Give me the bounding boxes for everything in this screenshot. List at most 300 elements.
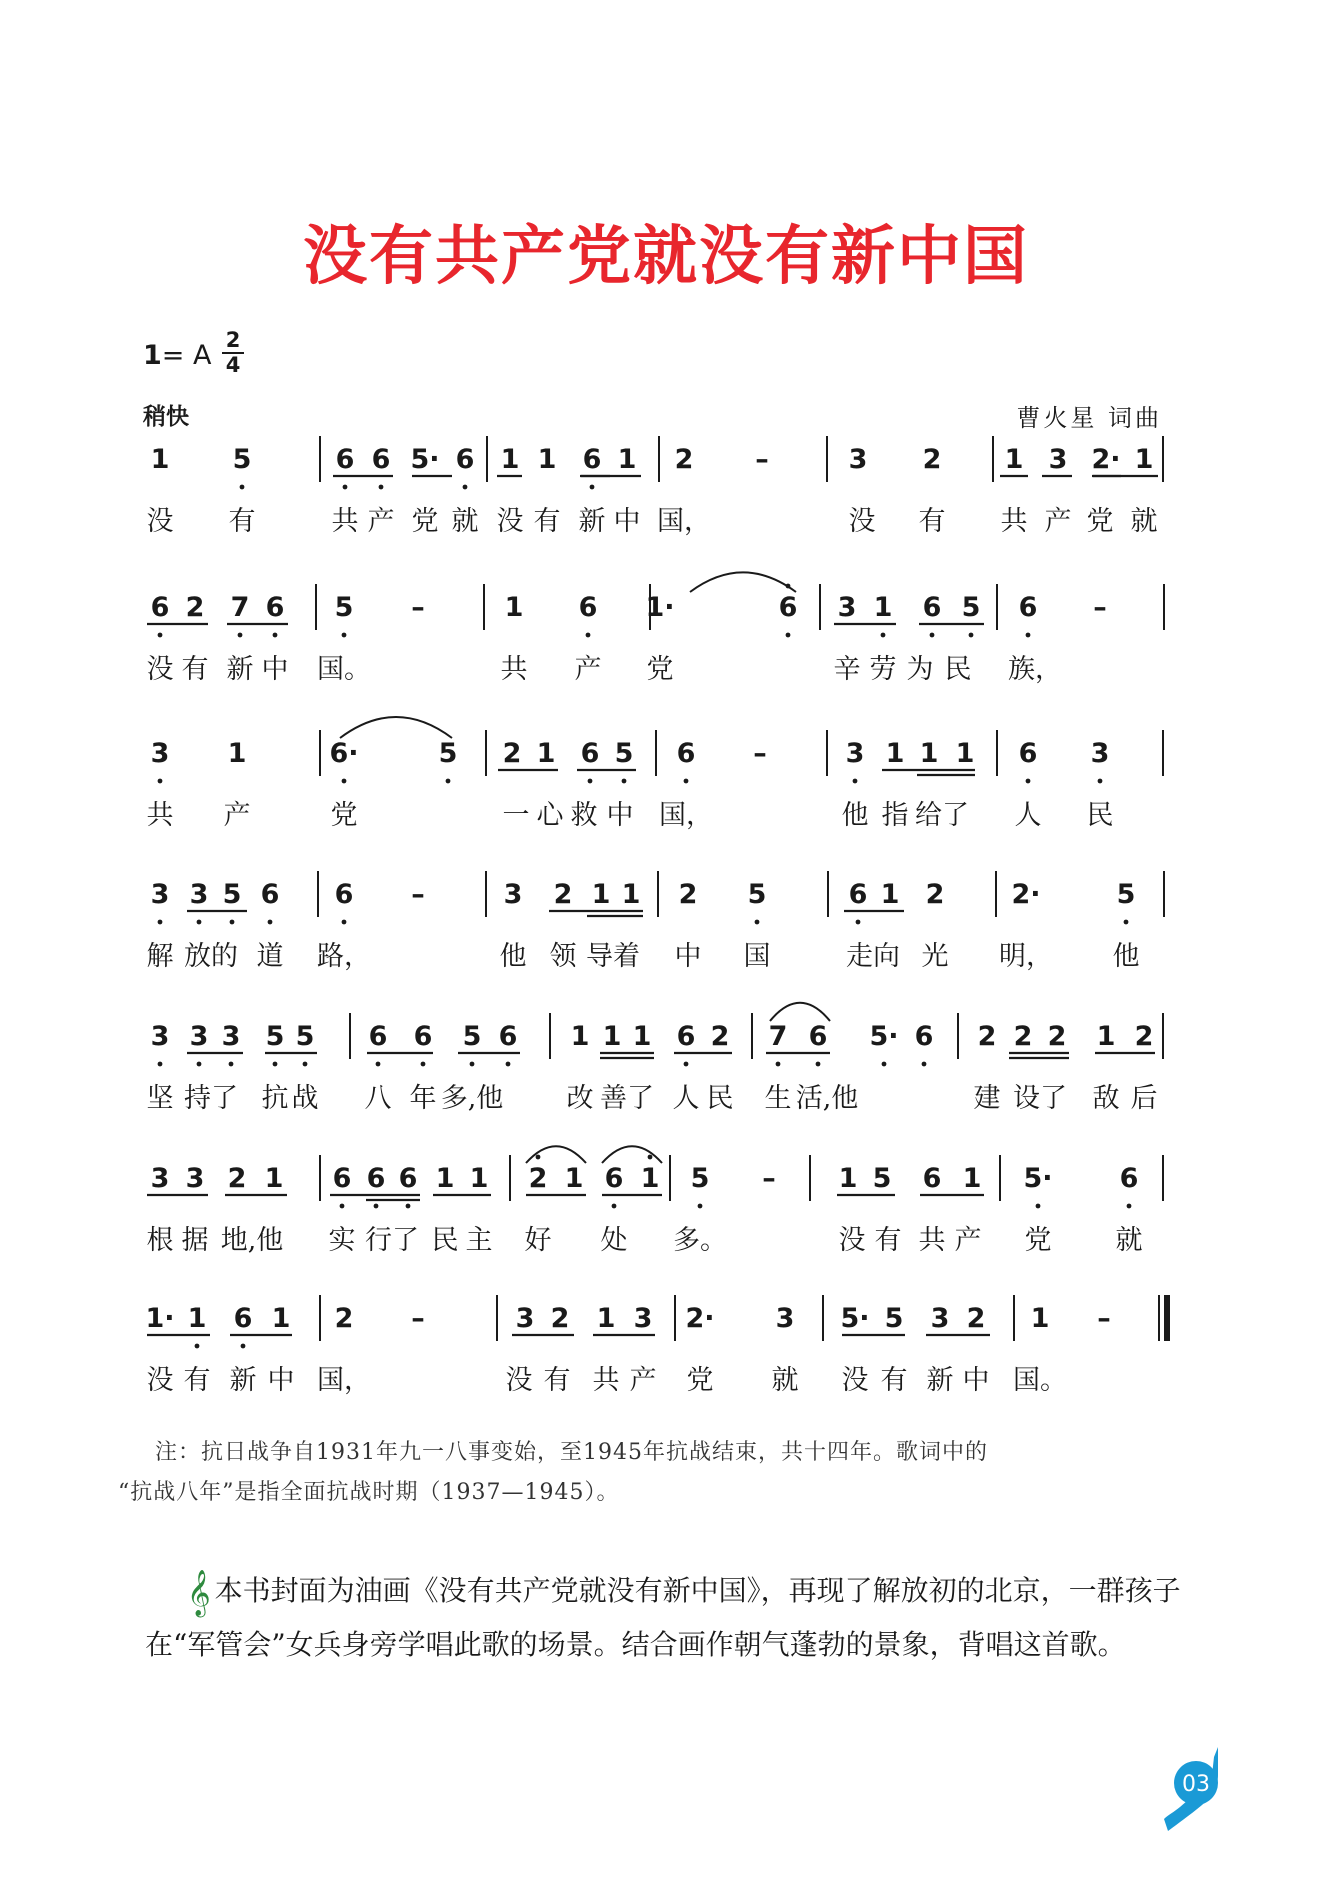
octave-dot-low <box>1026 633 1031 638</box>
lyric-word: 实 <box>328 1225 356 1256</box>
score-note: 3 <box>150 738 170 769</box>
score-note: 6 <box>848 879 868 910</box>
lyric-word: 人 <box>672 1083 700 1114</box>
score-note: – <box>411 1303 425 1334</box>
lyric-word: 新 <box>226 654 254 685</box>
score-note: – <box>1093 592 1107 623</box>
lyric-word: 生 <box>764 1083 792 1114</box>
score-note: 2 <box>977 1021 997 1052</box>
lyric-word: 为 <box>906 654 934 685</box>
score-note: 6 <box>368 1021 388 1052</box>
score-note: 1 <box>187 1303 207 1334</box>
score-note: 3 <box>837 592 857 623</box>
lyric-word: 地,他 <box>220 1225 284 1256</box>
score-note: 6 <box>578 592 598 623</box>
score-note: 1· <box>645 592 675 623</box>
lyric-word: 国。 <box>317 654 371 685</box>
lyric-word: 民 <box>1086 800 1114 831</box>
score-note: 1 <box>271 1303 291 1334</box>
octave-dot-low <box>406 1204 411 1209</box>
score-note: 1 <box>536 738 556 769</box>
score-note: 2 <box>674 444 694 475</box>
lyric-word: 建 <box>973 1083 1001 1114</box>
octave-dot-low <box>241 1344 246 1349</box>
score-row <box>147 717 1164 831</box>
lyric-word: 持了 <box>184 1083 238 1114</box>
score-note: 1 <box>919 738 939 769</box>
lyric-word: 导着 <box>586 941 640 972</box>
lyric-word: 多。 <box>673 1225 727 1256</box>
octave-dot-low <box>786 633 791 638</box>
score-note: 2 <box>185 592 205 623</box>
score-note: 1 <box>264 1163 284 1194</box>
lyric-word: 多,他 <box>440 1083 504 1114</box>
score-note: 6 <box>1119 1163 1139 1194</box>
score-note: 6 <box>371 444 391 475</box>
score-note: 1 <box>962 1163 982 1194</box>
footnote <box>118 1433 1165 1513</box>
octave-dot-low <box>273 1062 278 1067</box>
lyric-word: 处 <box>600 1225 628 1256</box>
score-note: 3 <box>930 1303 950 1334</box>
score-row <box>147 436 1164 537</box>
lyric-word: 党 <box>1086 506 1114 537</box>
lyric-word: 有 <box>181 654 209 685</box>
lyric-word: 共 <box>146 800 174 831</box>
lyric-word: 劳 <box>869 654 897 685</box>
score-note: 1 <box>1096 1021 1116 1052</box>
octave-dot-low <box>158 779 163 784</box>
lyric-word: 八 <box>364 1083 392 1114</box>
octave-dot-low <box>1127 1204 1132 1209</box>
octave-dot-low <box>506 1062 511 1067</box>
octave-dot-low <box>268 920 273 925</box>
tie-arc <box>340 717 452 738</box>
octave-dot-low <box>240 485 245 490</box>
score-row <box>147 1003 1164 1114</box>
score-row <box>147 572 1165 685</box>
score-note: 3 <box>848 444 868 475</box>
lyric-word: 救 <box>570 800 598 831</box>
lyric-word: 新 <box>926 1365 954 1396</box>
lyric-word: 光 <box>921 941 949 972</box>
lyric-word: 人 <box>1014 800 1042 831</box>
score-note: 6 <box>498 1021 518 1052</box>
lyric-word: 共 <box>592 1365 620 1396</box>
time-sig-bottom: 4 <box>225 353 241 377</box>
octave-dot-low <box>446 779 451 784</box>
lyric-word: 共 <box>1000 506 1028 537</box>
tie-arc <box>690 572 796 592</box>
score-note: 1 <box>885 738 905 769</box>
score-note: 1 <box>504 592 524 623</box>
score-note: 5· <box>1023 1163 1053 1194</box>
lyric-word: 党 <box>1024 1225 1052 1256</box>
lyric-word: 国， <box>657 506 711 537</box>
octave-dot-low <box>882 1062 887 1067</box>
tie-arc <box>526 1146 586 1163</box>
octave-dot-low <box>158 920 163 925</box>
lyric-word: 后 <box>1130 1083 1158 1114</box>
octave-dot-low <box>698 1204 703 1209</box>
score-note: 5 <box>614 738 634 769</box>
score-note: 6 <box>233 1303 253 1334</box>
lyric-word: 没 <box>841 1365 869 1396</box>
score-note: 6 <box>398 1163 418 1194</box>
lyric-word: 一 <box>502 800 530 831</box>
octave-dot-low <box>342 779 347 784</box>
score-note: 2 <box>553 879 573 910</box>
octave-dot-low <box>612 1204 617 1209</box>
score-note: 5 <box>1116 879 1136 910</box>
octave-dot-low <box>230 920 235 925</box>
octave-dot-low <box>463 485 468 490</box>
score-note: 5 <box>747 879 767 910</box>
score-note: 1 <box>1004 444 1024 475</box>
lyric-word: 抗 <box>261 1083 289 1114</box>
score-note: – <box>755 444 769 475</box>
score-note: 3 <box>221 1021 241 1052</box>
score-note: – <box>753 738 767 769</box>
score-note: 1 <box>591 879 611 910</box>
score-note: 3 <box>633 1303 653 1334</box>
lyric-word: 中 <box>613 506 641 537</box>
lyric-word: 产 <box>574 654 602 685</box>
score-row <box>147 1146 1164 1256</box>
score-note: 1 <box>564 1163 584 1194</box>
lyric-word: 就 <box>1130 506 1158 537</box>
task-prompt <box>145 1565 1185 1671</box>
octave-dot-low <box>776 1062 781 1067</box>
lyric-word: 产 <box>954 1225 982 1256</box>
lyric-word: 明， <box>999 941 1053 972</box>
lyric-word: 有 <box>228 506 256 537</box>
octave-dot-low <box>588 779 593 784</box>
lyric-word: 好 <box>524 1225 552 1256</box>
score-note: 5 <box>295 1021 315 1052</box>
octave-dot-low <box>158 633 163 638</box>
octave-dot-low <box>197 920 202 925</box>
lyric-word: 族， <box>1008 654 1062 685</box>
octave-dot-low <box>379 485 384 490</box>
score-note: 2 <box>334 1303 354 1334</box>
octave-dot-low <box>856 920 861 925</box>
score-note: 1 <box>570 1021 590 1052</box>
lyric-word: 没 <box>146 506 174 537</box>
score-note: 5· <box>840 1303 870 1334</box>
score-note: – <box>1097 1303 1111 1334</box>
lyric-word: 党 <box>330 800 358 831</box>
lyric-word: 国。 <box>1013 1365 1067 1396</box>
score-row <box>147 871 1165 972</box>
score-note: 2 <box>227 1163 247 1194</box>
octave-dot-low <box>195 1344 200 1349</box>
lyric-word: 产 <box>367 506 395 537</box>
footnote-line-2: “抗战八年”是指全面抗战时期（1937—1945）。 <box>118 1480 620 1505</box>
score-note: 5 <box>690 1163 710 1194</box>
lyric-word: 中 <box>606 800 634 831</box>
score-note: 6 <box>922 1163 942 1194</box>
score-note: 2· <box>1011 879 1041 910</box>
score-note: 3 <box>1090 738 1110 769</box>
score-note: 6 <box>676 1021 696 1052</box>
octave-dot-low <box>342 633 347 638</box>
lyric-word: 有 <box>874 1225 902 1256</box>
lyric-word: 路， <box>317 941 371 972</box>
score-note: 1 <box>596 1303 616 1334</box>
lyric-word: 解 <box>146 941 174 972</box>
score-note: 5 <box>334 592 354 623</box>
lyric-word: 他 <box>1112 941 1140 972</box>
octave-dot-low <box>238 633 243 638</box>
score-note: 6 <box>676 738 696 769</box>
octave-dot-low <box>374 1204 379 1209</box>
octave-dot-low <box>853 779 858 784</box>
octave-dot-low <box>881 633 886 638</box>
score-note: 5 <box>232 444 252 475</box>
score-note: 3 <box>150 879 170 910</box>
lyric-word: 设了 <box>1013 1083 1067 1114</box>
lyric-word: 敌 <box>1092 1083 1120 1114</box>
lyric-word: 有 <box>880 1365 908 1396</box>
lyric-word: 没 <box>146 654 174 685</box>
score-note: 1 <box>632 1021 652 1052</box>
lyric-word: 心 <box>536 800 564 831</box>
lyric-word: 国， <box>317 1365 371 1396</box>
octave-dot-low <box>340 1204 345 1209</box>
octave-dot-low <box>1026 779 1031 784</box>
score-note: 6 <box>334 879 354 910</box>
tie-arc <box>770 1003 830 1021</box>
octave-dot-low <box>1124 920 1129 925</box>
octave-dot-low <box>158 1062 163 1067</box>
lyric-word: 中 <box>261 654 289 685</box>
score-note: 2 <box>502 738 522 769</box>
score-note: 3 <box>185 1163 205 1194</box>
score-note: 3 <box>150 1021 170 1052</box>
lyric-word: 就 <box>451 506 479 537</box>
score-note: 1 <box>500 444 520 475</box>
score-note: 5 <box>961 592 981 623</box>
score-note: 6 <box>455 444 475 475</box>
octave-dot-low <box>1036 1204 1041 1209</box>
lyric-word: 中 <box>674 941 702 972</box>
score-note: 6 <box>366 1163 386 1194</box>
tie-arc <box>602 1146 662 1163</box>
lyric-word: 走向 <box>846 941 900 972</box>
lyric-word: 产 <box>629 1365 657 1396</box>
footnote-line-1: 注：抗日战争自1931年九一八事变始，至1945年抗战结束，共十四年。歌词中的 <box>155 1440 988 1465</box>
lyric-word: 领 <box>549 941 577 972</box>
score-note: – <box>411 879 425 910</box>
lyric-word: 善了 <box>600 1083 654 1114</box>
score-note: 1 <box>602 1021 622 1052</box>
score-note: 3 <box>189 1021 209 1052</box>
octave-dot-low <box>590 485 595 490</box>
lyric-word: 根 <box>146 1225 174 1256</box>
lyric-word: 辛 <box>833 654 861 685</box>
lyric-word: 就 <box>1115 1225 1143 1256</box>
score-note: 2 <box>922 444 942 475</box>
score-note: 5· <box>869 1021 899 1052</box>
score-note: 6 <box>604 1163 624 1194</box>
score-note: 2 <box>710 1021 730 1052</box>
score-note: 3 <box>1048 444 1068 475</box>
octave-dot-low <box>303 1062 308 1067</box>
score-note: 5 <box>265 1021 285 1052</box>
lyric-word: 共 <box>500 654 528 685</box>
score-note: 1 <box>435 1163 455 1194</box>
lyric-word: 改 <box>566 1083 594 1114</box>
lyric-word: 中 <box>962 1365 990 1396</box>
score-note: 5· <box>410 444 440 475</box>
score-note: 2 <box>1047 1021 1067 1052</box>
octave-dot-low <box>816 1062 821 1067</box>
score-note: 1 <box>838 1163 858 1194</box>
lyric-word: 有 <box>183 1365 211 1396</box>
octave-dot-high <box>536 1155 541 1160</box>
lyric-word: 民 <box>706 1083 734 1114</box>
score-note: 6 <box>922 592 942 623</box>
lyric-word: 新 <box>578 506 606 537</box>
score-note: 3 <box>503 879 523 910</box>
lyric-word: 据 <box>181 1225 209 1256</box>
lyric-word: 党 <box>411 506 439 537</box>
time-sig-top: 2 <box>225 328 241 352</box>
octave-dot-low <box>421 1062 426 1067</box>
score-note: 1· <box>145 1303 175 1334</box>
score-note: 6 <box>150 592 170 623</box>
lyric-word: 年 <box>409 1083 437 1114</box>
lyric-word: 国， <box>659 800 713 831</box>
score-note: 6 <box>265 592 285 623</box>
composer-credit: 曹火星 词曲 <box>1016 404 1162 432</box>
score-note: 6 <box>1018 592 1038 623</box>
score-note: 7 <box>230 592 250 623</box>
task-text: 本书封面为油画《没有共产党就没有新中国》，再现了解放初的北京，一群孩子在“军管会”女兵身旁学唱此歌的场景。结合画作朝气蓬勃的景象，背唱这首歌。 <box>145 1574 1181 1661</box>
score-note: 3 <box>515 1303 535 1334</box>
lyric-word: 战 <box>291 1083 319 1114</box>
lyric-word: 没 <box>838 1225 866 1256</box>
score-note: 1 <box>955 738 975 769</box>
octave-dot-low <box>342 920 347 925</box>
score-note: 5 <box>438 738 458 769</box>
score-note: 1 <box>469 1163 489 1194</box>
octave-dot-low <box>343 485 348 490</box>
lyric-word: 主 <box>465 1225 493 1256</box>
score-note: 1 <box>617 444 637 475</box>
lyric-word: 产 <box>223 800 251 831</box>
page-number-badge <box>1162 1745 1224 1833</box>
score-note: 2 <box>1134 1021 1154 1052</box>
lyric-word: 坚 <box>146 1083 174 1114</box>
octave-dot-low <box>969 633 974 638</box>
score-note: 1 <box>1030 1303 1050 1334</box>
lyric-word: 党 <box>686 1365 714 1396</box>
lyric-word: 中 <box>267 1365 295 1396</box>
octave-dot-low <box>273 633 278 638</box>
lyric-word: 指 <box>881 800 909 831</box>
lyric-word: 没 <box>848 506 876 537</box>
octave-dot-low <box>622 779 627 784</box>
lyric-word: 党 <box>646 654 674 685</box>
score-note: 1 <box>227 738 247 769</box>
score-note: 1 <box>880 879 900 910</box>
lyric-word: 放的 <box>184 941 238 972</box>
lyric-word: 有 <box>543 1365 571 1396</box>
score-note: 6 <box>914 1021 934 1052</box>
octave-dot-low <box>930 633 935 638</box>
octave-dot-high <box>648 1155 653 1160</box>
lyric-word: 民 <box>944 654 972 685</box>
score-note: 2· <box>1091 444 1121 475</box>
lyric-word: 没 <box>146 1365 174 1396</box>
score-note: 1 <box>873 592 893 623</box>
lyric-word: 行了 <box>365 1225 419 1256</box>
lyric-word: 活,他 <box>795 1083 859 1114</box>
score-row <box>145 1295 1167 1396</box>
score-note: 6 <box>1018 738 1038 769</box>
octave-dot-low <box>684 779 689 784</box>
score-note: 5 <box>462 1021 482 1052</box>
score-note: 2 <box>925 879 945 910</box>
score-note: 6 <box>778 592 798 623</box>
octave-dot-low <box>586 633 591 638</box>
lyric-word: 产 <box>1044 506 1072 537</box>
score-note: – <box>762 1163 776 1194</box>
score-note: 6 <box>332 1163 352 1194</box>
score-note: 6 <box>260 879 280 910</box>
lyric-word: 新 <box>229 1365 257 1396</box>
score-note: 5 <box>872 1163 892 1194</box>
lyric-word: 共 <box>918 1225 946 1256</box>
lyric-word: 道 <box>256 941 284 972</box>
score-note: 1 <box>1134 444 1154 475</box>
score-note: 6· <box>329 738 359 769</box>
score-note: 1 <box>621 879 641 910</box>
lyric-word: 他 <box>841 800 869 831</box>
lyric-word: 有 <box>918 506 946 537</box>
octave-dot-low <box>755 920 760 925</box>
key-label: = A <box>161 340 212 371</box>
lyric-word: 国 <box>743 941 771 972</box>
score-note: 3 <box>845 738 865 769</box>
score-note: 3 <box>775 1303 795 1334</box>
score-note: 7 <box>768 1021 788 1052</box>
lyric-word: 民 <box>431 1225 459 1256</box>
song-title: 没有共产党就没有新中国 <box>303 219 1029 294</box>
treble-clef-icon: 𝄞 <box>187 1570 211 1616</box>
score-note: 6 <box>808 1021 828 1052</box>
score-note: 5 <box>884 1303 904 1334</box>
score-note: 1 <box>537 444 557 475</box>
score-note: 2 <box>528 1163 548 1194</box>
score-note: 2 <box>550 1303 570 1334</box>
score-note: 1 <box>640 1163 660 1194</box>
octave-dot-low <box>684 1062 689 1067</box>
lyric-word: 有 <box>533 506 561 537</box>
score-note: 3 <box>189 879 209 910</box>
score-note: 2 <box>966 1303 986 1334</box>
octave-dot-low <box>229 1062 234 1067</box>
score-note: 6 <box>335 444 355 475</box>
octave-dot-low <box>1098 779 1103 784</box>
lyric-word: 共 <box>331 506 359 537</box>
score-note: 2 <box>678 879 698 910</box>
lyric-word: 没 <box>496 506 524 537</box>
key-tonic: 1 <box>143 340 162 371</box>
lyric-word: 就 <box>771 1365 799 1396</box>
